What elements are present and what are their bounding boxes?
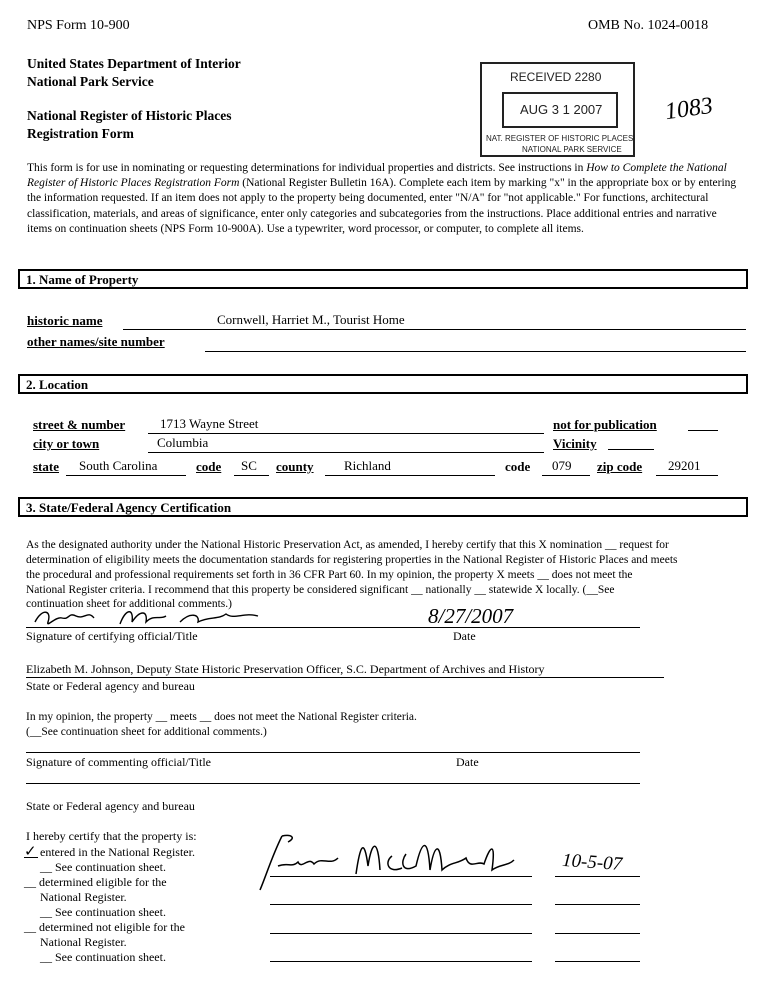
city-label: city or town [33, 436, 100, 451]
stamp-register-line: NAT. REGISTER OF HISTORIC PLACES [486, 134, 634, 143]
certify-label: I hereby certify that the property is: [26, 829, 197, 843]
keeper-date-line-2 [555, 904, 640, 905]
keeper-line-3 [270, 933, 532, 934]
omb-number: OMB No. 1024-0018 [588, 18, 709, 33]
city-line [148, 452, 544, 453]
stamp-park-service-line: NATIONAL PARK SERVICE [522, 145, 622, 154]
certifying-date: 8/27/2007 [428, 604, 514, 628]
keeper-date-line-1 [555, 876, 640, 877]
zip-value: 29201 [668, 458, 701, 473]
keeper-date-line-3 [555, 933, 640, 934]
state-value: South Carolina [79, 458, 158, 473]
agency-line-2 [26, 783, 640, 784]
option-entered-continuation: __ See continuation sheet. [40, 860, 166, 874]
certification-text-line3: the procedural and professional requirements set forth in 36 CFR Part 60. In my opinion, the property X meets __ does not meet the [26, 569, 633, 581]
keeper-line-1 [270, 876, 532, 877]
option-not-eligible-continuation: __ See continuation sheet. [40, 950, 166, 964]
state-code-value: SC [241, 458, 257, 473]
commenting-signature-label: Signature of commenting official/Title [26, 755, 211, 769]
county-line [325, 475, 495, 476]
certification-text-line2: determination of eligibility meets the documentation standards for registering properties in the National Register of Historic Places and meets [26, 554, 678, 566]
not-for-publication-label: not for publication [553, 417, 657, 432]
option-not-eligible-line1: __ determined not eligible for the [24, 920, 185, 934]
certification-text-line5: continuation sheet for additional comments.) [26, 598, 232, 610]
option-eligible-continuation: __ See continuation sheet. [40, 905, 166, 919]
county-value: Richland [344, 458, 391, 473]
form-number: NPS Form 10-900 [27, 18, 130, 33]
not-for-publication-line [688, 430, 718, 431]
vicinity-line [608, 449, 654, 450]
entered-check[interactable]: ✓ [24, 844, 37, 860]
certification-text-line1: As the designated authority under the National Historic Preservation Act, as amended, I hereby certify that this X nomination __ request for [26, 539, 669, 551]
agency-label: State or Federal agency and bureau [26, 679, 195, 693]
intro-paragraph: This form is for use in nominating or requesting determinations for individual properties and districts. See instructions in How to Complete the National Register of Historic Places Registration Form (National Register Bulletin 16A). Complete each item by marking "x" in the appropriate box or by entering the information requested. If an item does not apply to the property being documented, enter "N/A" for "not applicable." For functions, architectural classification, materials, and areas of significance, enter only categories and subcategories from the instructions. Place additional entries and narrative items on continuation sheets (NPS Form 10-900A). Use a typewriter, word processor, or computer, to complete all items. [27, 162, 737, 235]
form-title-line2: Registration Form [27, 126, 134, 141]
agency-label-2: State or Federal agency and bureau [26, 799, 195, 813]
section2-heading: 2. Location [26, 377, 89, 392]
opinion-text-line2: (__See continuation sheet for additional comments.) [26, 726, 267, 738]
state-code-line [234, 475, 269, 476]
stamp-received: RECEIVED 2280 [510, 70, 602, 84]
commenting-signature-line [26, 752, 640, 753]
opinion-text-line1: In my opinion, the property __ meets __ does not meet the National Register criteria. [26, 711, 417, 723]
keeper-line-2 [270, 904, 532, 905]
option-entered: entered in the National Register. [40, 845, 195, 859]
form-title-line1: National Register of Historic Places [27, 108, 232, 123]
section3-heading: 3. State/Federal Agency Certification [26, 500, 232, 515]
vicinity-label: Vicinity [553, 436, 597, 451]
official-name-line [26, 677, 664, 678]
department-line1: United States Department of Interior [27, 56, 241, 71]
state-label: state [33, 459, 59, 474]
keeper-date: 10-5-07 [561, 849, 623, 876]
county-code-label: code [505, 459, 531, 474]
department-line2: National Park Service [27, 74, 154, 89]
section1-heading-box [18, 269, 748, 289]
state-line [66, 475, 186, 476]
option-not-eligible-line2: National Register. [40, 935, 127, 949]
certifying-official-name: Elizabeth M. Johnson, Deputy State Historic Preservation Officer, S.C. Department of Archives and History [26, 662, 545, 676]
other-names-line [205, 351, 746, 352]
street-line [148, 433, 544, 434]
street-value: 1713 Wayne Street [160, 416, 259, 431]
option-eligible-line1: __ determined eligible for the [24, 875, 167, 889]
historic-name-label: historic name [27, 313, 103, 328]
historic-name-value: Cornwell, Harriet M., Tourist Home [217, 312, 405, 327]
certification-text-line4: National Register criteria. I recommend that this property be considered significant __ nationally __ statewide X locally. (__See [26, 584, 615, 596]
received-stamp [480, 62, 635, 157]
section2-heading-box [18, 374, 748, 394]
section3-heading-box [18, 497, 748, 517]
zip-label: zip code [597, 459, 643, 474]
keeper-signature [252, 826, 522, 896]
commenting-date-label: Date [456, 755, 479, 769]
historic-name-line [123, 329, 746, 330]
section1-heading: 1. Name of Property [26, 272, 139, 287]
street-label: street & number [33, 417, 126, 432]
county-code-value: 079 [552, 458, 572, 473]
stamp-date: AUG 3 1 2007 [520, 102, 603, 117]
county-code-line [542, 475, 590, 476]
entered-check-line [24, 857, 38, 858]
certifying-signature-label: Signature of certifying official/Title [26, 629, 198, 643]
certifying-signature-line [26, 627, 640, 628]
city-value: Columbia [157, 435, 209, 450]
option-eligible-line2: National Register. [40, 890, 127, 904]
other-names-label: other names/site number [27, 334, 165, 349]
handwritten-ref-number: 1083 [663, 92, 715, 126]
keeper-date-line-4 [555, 961, 640, 962]
keeper-line-4 [270, 961, 532, 962]
certifying-date-label: Date [453, 629, 476, 643]
county-label: county [276, 459, 314, 474]
zip-line [656, 475, 718, 476]
state-code-label: code [196, 459, 222, 474]
